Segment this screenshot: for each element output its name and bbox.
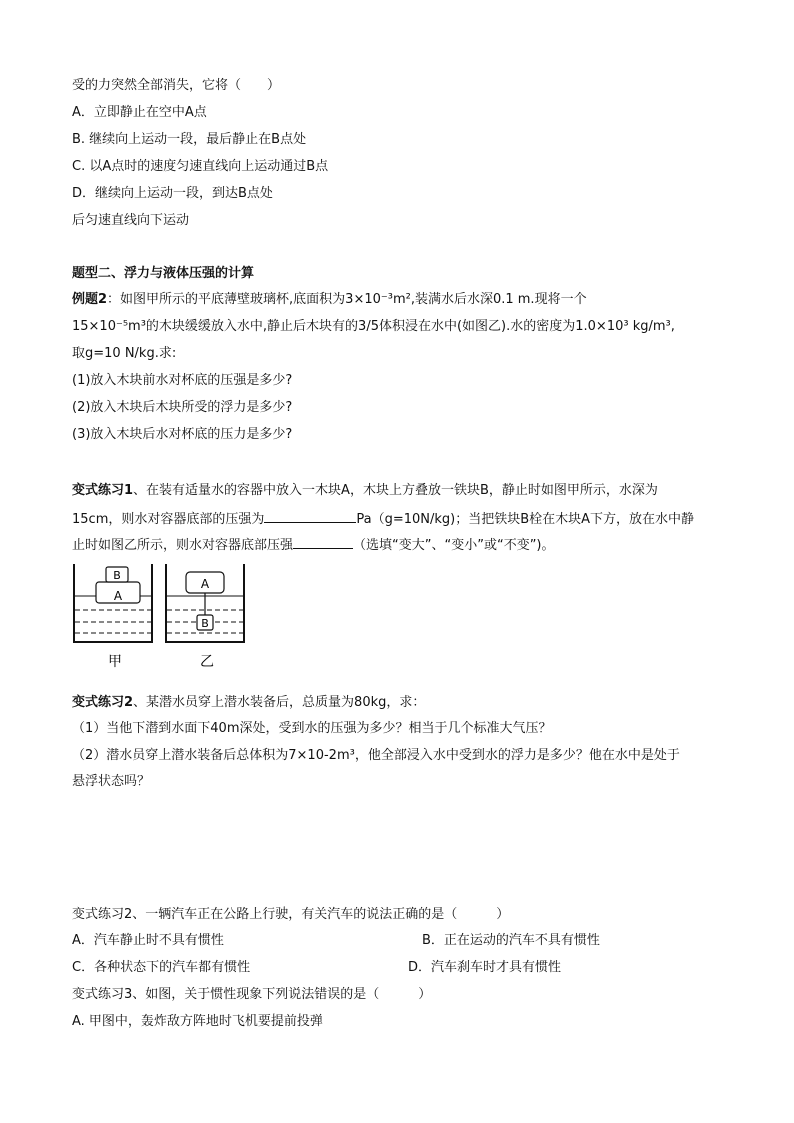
label-a-jia: A	[113, 589, 123, 603]
label-b-jia: B	[113, 569, 121, 582]
q1-option-d: D．继续向上运动一段，到达B点处	[72, 186, 273, 201]
variant3-question: 变式练习3、如图，关于惯性现象下列说法错误的是（ ）	[72, 987, 432, 1002]
variant1-line1: 变式练习1、在装有适量水的容器中放入一木块A，木块上方叠放一铁块B，静止时如图甲所示，水深为	[72, 483, 658, 498]
answer-blank-pressure[interactable]	[264, 509, 356, 523]
variant1-line3: 止时如图乙所示，则水对容器底部压强 （选填“变大”、“变小”或“不变”)。	[72, 535, 555, 555]
example2-sub2: (2)放入木块后木块所受的浮力是多少?	[72, 400, 293, 415]
example2-line2: 15×10⁻⁵m³的木块缓缓放入水中,静止后木块有的3/5体积浸在水中(如图乙).水的密度为1.0×10³ kg/m³,	[72, 319, 675, 334]
container-figure	[70, 560, 250, 675]
example-label: 例题2	[72, 292, 108, 307]
answer-blank-change[interactable]	[293, 535, 353, 549]
variant2b-option-c: C．各种状态下的汽车都有惯性	[72, 960, 251, 975]
variant1-label: 变式练习1	[72, 483, 134, 498]
variant2b-option-d: D．汽车刹车时才具有惯性	[408, 960, 562, 975]
container-yi	[166, 564, 244, 642]
section-title: 题型二、浮力与液体压强的计算	[72, 266, 255, 281]
example2-line3: 取g=10 N/kg.求:	[72, 346, 177, 361]
variant2-sub2-continued: 悬浮状态吗？	[72, 774, 151, 789]
caption-jia: 甲	[108, 654, 122, 670]
variant2-label: 变式练习2	[72, 695, 134, 710]
variant2b-option-b: B．正在运动的汽车不具有惯性	[422, 933, 600, 948]
variant2-sub2: （2）潜水员穿上潜水装备后总体积为7×10-2m³，他全部浸入水中受到水的浮力是多少？他在水中是处于	[72, 748, 680, 763]
example2-sub1: (1)放入木块前水对杯底的压强是多少?	[72, 373, 293, 388]
caption-yi: 乙	[200, 654, 214, 670]
q1-option-d-continued: 后匀速直线向下运动	[72, 213, 190, 228]
example2-sub3: (3)放入木块后水对杯底的压力是多少?	[72, 427, 293, 442]
q1-option-b: B. 继续向上运动一段，最后静止在B点处	[72, 132, 307, 147]
variant1-line2: 15cm，则水对容器底部的压强为 Pa（g=10N/kg)；当把铁块B栓在木块A下方，放在水中静	[72, 509, 694, 529]
variant3-option-a: A. 甲图中，轰炸敌方阵地时飞机要提前投弹	[72, 1014, 323, 1029]
q1-option-a: A．立即静止在空中A点	[72, 105, 207, 120]
q1-option-c: C. 以A点时的速度匀速直线向上运动通过B点	[72, 159, 329, 174]
container-jia	[74, 564, 152, 642]
variant2b-option-a: A．汽车静止时不具有惯性	[72, 933, 224, 948]
q1-continuation: 受的力突然全部消失，它将（ ）	[72, 78, 281, 93]
variant2-sub1: （1）当他下潜到水面下40m深处，受到水的压强为多少？相当于几个标准大气压？	[72, 721, 552, 736]
label-a-yi: A	[200, 577, 210, 591]
label-b-yi: B	[201, 617, 209, 630]
variant2b-question: 变式练习2、一辆汽车正在公路上行驶，有关汽车的说法正确的是（ ）	[72, 907, 510, 922]
variant2-line1: 变式练习2、某潜水员穿上潜水装备后，总质量为80kg，求：	[72, 695, 426, 710]
example2-line1: 例题2：如图甲所示的平底薄壁玻璃杯,底面积为3×10⁻³m²,装满水后水深0.1 m.现将一个	[72, 292, 587, 307]
